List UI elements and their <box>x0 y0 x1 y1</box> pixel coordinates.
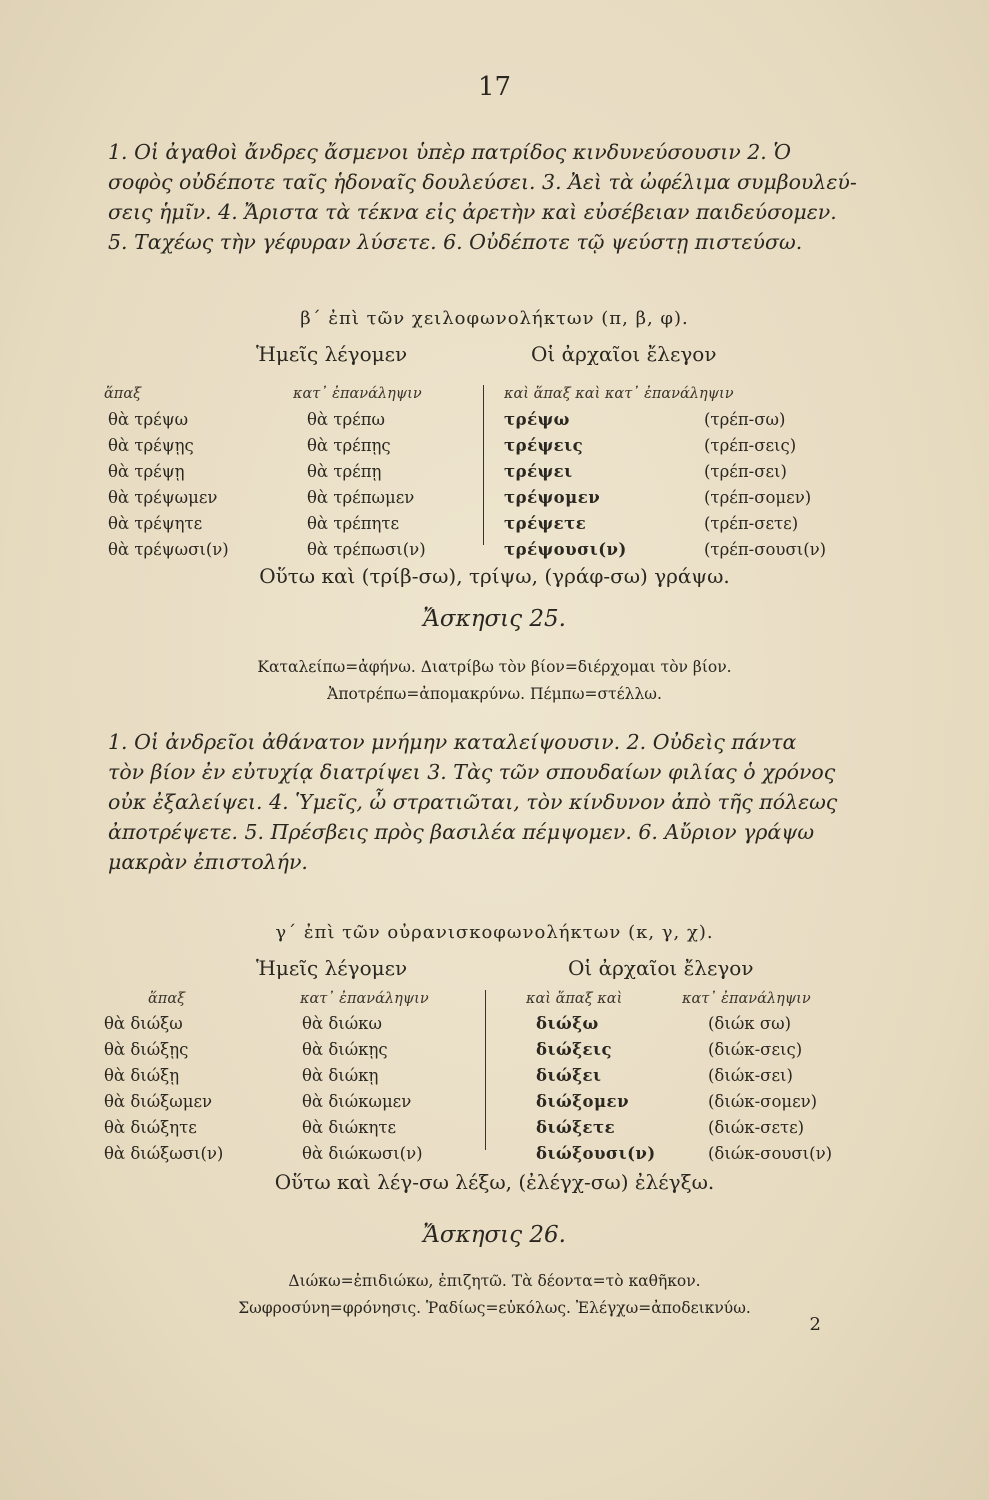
sub-apax: ἅπαξ <box>104 386 142 402</box>
table-cell: (τρέπ-σει) <box>704 462 787 481</box>
table-cell: (τρέπ-σομεν) <box>704 488 812 507</box>
column-divider <box>483 385 484 545</box>
section-b-right-header: Οἱ ἀρχαῖοι ἔλεγον <box>531 342 717 366</box>
section-g-heading: γ΄ ἐπὶ τῶν οὐρανισκοφωνολήκτων (κ, γ, χ). <box>275 922 714 943</box>
exercise-26-vocab <box>0 1268 989 1322</box>
table-cell: διώξει <box>536 1066 602 1085</box>
table-cell: (διώκ-σεις) <box>708 1040 803 1059</box>
table-cell: θὰ τρέπωμεν <box>307 488 415 507</box>
table-cell: θὰ τρέψῃ <box>108 462 185 481</box>
text-line: 5. Ταχέως τὴν γέφυραν λύσετε. 6. Οὐδέποτε τῷ ψεύστῃ πιστεύσω. <box>108 230 803 254</box>
section-b-left-header: Ἡμεῖς λέγομεν <box>256 342 408 366</box>
vocab-line: Καταλείπω=ἀφήνω. Διατρίβω τὸν βίον=διέρχομαι τὸν βίον. <box>257 658 732 676</box>
table-cell: τρέψω <box>504 410 570 429</box>
sub-kat: κατ᾽ ἐπανάληψιν <box>300 991 429 1007</box>
table-cell: θὰ τρέπητε <box>307 514 400 533</box>
text-line: οὐκ ἐξαλείψει. 4. Ὑμεῖς, ὦ στρατιῶται, τὸν κίνδυνον ἀπὸ τῆς πόλεως <box>108 790 838 814</box>
exercise-25-vocab <box>0 654 989 708</box>
table-cell: (διώκ-σομεν) <box>708 1092 818 1111</box>
table-cell: (τρέπ-σω) <box>704 410 786 429</box>
table-cell: θὰ τρέψητε <box>108 514 203 533</box>
text-line: ἀποτρέψετε. 5. Πρέσβεις πρὸς βασιλέα πέμψομεν. 6. Αὔριον γράψω <box>108 820 815 844</box>
text-line: 1. Οἱ ἀνδρεῖοι ἀθάνατον μνήμην καταλείψουσιν. 2. Οὐδεὶς πάντα <box>108 730 797 754</box>
table-cell: θὰ τρέψω <box>108 410 189 429</box>
table-cell: θὰ διώξωσι(ν) <box>104 1144 224 1163</box>
section-b-summary: Οὕτω καὶ (τρίβ-σω), τρίψω, (γράφ-σω) γράψω. <box>259 564 730 588</box>
table-cell: τρέψετε <box>504 514 587 533</box>
table-cell: θὰ διώξῃ <box>104 1066 180 1085</box>
table-cell: θὰ τρέψωμεν <box>108 488 218 507</box>
exercise-26-title: Ἄσκησις 26. <box>423 1222 566 1248</box>
exercise-25-text <box>108 727 868 877</box>
table-cell: διώξουσι(ν) <box>536 1144 656 1163</box>
signature-mark: 2 <box>809 1314 821 1335</box>
table-cell: διώξομεν <box>536 1092 630 1111</box>
table-cell: θὰ διώκω <box>302 1014 382 1033</box>
text-line: τὸν βίον ἐν εὐτυχίᾳ διατρίψει 3. Τὰς τῶν σπουδαίων φιλίας ὁ χρόνος <box>108 760 836 784</box>
table-cell: θὰ τρέψῃς <box>108 436 194 455</box>
sub-right: καὶ ἅπαξ καὶ κατ᾽ ἐπανάληψιν <box>504 386 734 402</box>
vocab-line: Ἀποτρέπω=ἀπομακρύνω. Πέμπω=στέλλω. <box>327 685 662 703</box>
table-cell: θὰ διώκῃ <box>302 1066 379 1085</box>
section-b-heading: β΄ ἐπὶ τῶν χειλοφωνολήκτων (π, β, φ). <box>300 308 689 329</box>
column-divider <box>485 990 486 1150</box>
table-cell: θὰ διώξωμεν <box>104 1092 213 1111</box>
table-cell: θὰ τρέπῃς <box>307 436 391 455</box>
text-line: μακρὰν ἐπιστολήν. <box>108 850 308 874</box>
vocab-line: Σωφροσύνη=φρόνησις. Ῥαδίως=εὐκόλως. Ἐλέγχω=ἀποδεικνύω. <box>238 1299 751 1317</box>
table-cell: τρέψουσι(ν) <box>504 540 627 559</box>
table-cell: (διώκ-σει) <box>708 1066 793 1085</box>
sub-right-b: κατ᾽ ἐπανάληψιν <box>682 991 811 1007</box>
vocab-line: Διώκω=ἐπιδιώκω, ἐπιζητῶ. Τὰ δέοντα=τὸ καθῆκον. <box>288 1272 701 1290</box>
table-cell: θὰ διώξητε <box>104 1118 197 1137</box>
table-cell: θὰ διώξω <box>104 1014 183 1033</box>
table-cell: τρέψει <box>504 462 573 481</box>
table-cell: θὰ τρέπωσι(ν) <box>307 540 426 559</box>
table-cell: θὰ διώκητε <box>302 1118 397 1137</box>
sub-kat: κατ᾽ ἐπανάληψιν <box>293 386 422 402</box>
table-cell: θὰ διώξῃς <box>104 1040 189 1059</box>
table-cell: τρέψεις <box>504 436 584 455</box>
table-cell: (τρέπ-σετε) <box>704 514 799 533</box>
table-cell: θὰ διώκωσι(ν) <box>302 1144 423 1163</box>
table-cell: θὰ τρέπω <box>307 410 385 429</box>
exercise-text-top <box>108 137 868 257</box>
table-cell: διώξεις <box>536 1040 613 1059</box>
table-cell: διώξετε <box>536 1118 616 1137</box>
table-cell: (διώκ σω) <box>708 1014 792 1033</box>
table-cell: (διώκ-σετε) <box>708 1118 805 1137</box>
sub-apax: ἅπαξ <box>148 991 186 1007</box>
table-cell: θὰ τρέπῃ <box>307 462 382 481</box>
section-g-summary: Οὕτω καὶ λέγ-σω λέξω, (ἐλέγχ-σω) ἐλέγξω. <box>274 1170 715 1194</box>
table-cell: (τρέπ-σουσι(ν) <box>704 540 827 559</box>
text-line: σεις ἡμῖν. 4. Ἄριστα τὰ τέκνα εἰς ἀρετὴν καὶ εὐσέβειαν παιδεύσομεν. <box>108 200 837 224</box>
page-number: 17 <box>477 72 512 102</box>
text-line: σοφὸς οὐδέποτε ταῖς ἡδοναῖς δουλεύσει. 3. Ἀεὶ τὰ ὠφέλιμα συμβουλεύ- <box>108 170 857 194</box>
table-cell: τρέψομεν <box>504 488 601 507</box>
exercise-25-title: Ἄσκησις 25. <box>423 606 566 632</box>
sub-right-a: καὶ ἅπαξ καὶ <box>526 991 623 1007</box>
table-cell: θὰ τρέψωσι(ν) <box>108 540 229 559</box>
table-cell: διώξω <box>536 1014 599 1033</box>
table-cell: θὰ διώκῃς <box>302 1040 388 1059</box>
section-g-right-header: Οἱ ἀρχαῖοι ἔλεγον <box>568 956 754 980</box>
section-g-left-header: Ἡμεῖς λέγομεν <box>256 956 408 980</box>
table-cell: (διώκ-σουσι(ν) <box>708 1144 833 1163</box>
table-cell: θὰ διώκωμεν <box>302 1092 412 1111</box>
text-line: 1. Οἱ ἀγαθοὶ ἄνδρες ἄσμενοι ὑπὲρ πατρίδος κινδυνεύσουσιν 2. Ὁ <box>108 140 791 164</box>
table-cell: (τρέπ-σεις) <box>704 436 797 455</box>
